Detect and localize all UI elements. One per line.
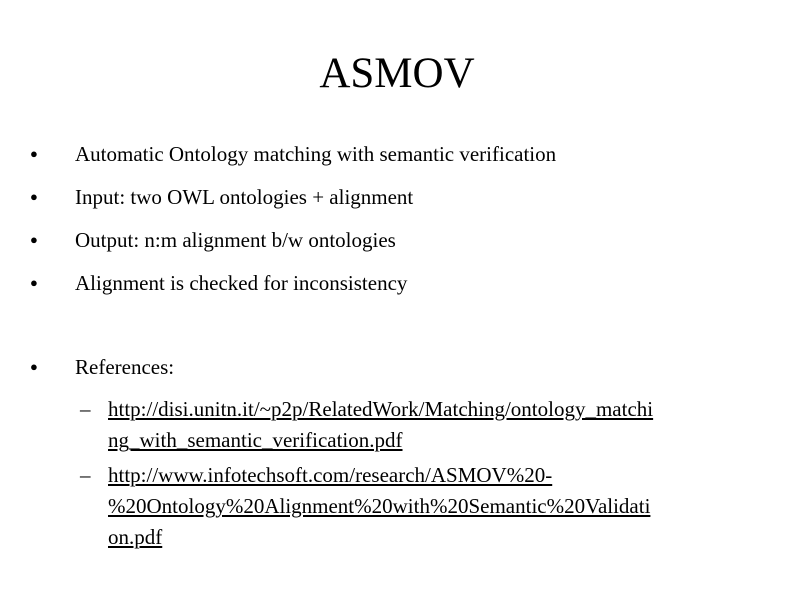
dash-marker: – bbox=[80, 463, 91, 487]
reference-link-line: on.pdf bbox=[108, 525, 163, 549]
bullet-text: Output: n:m alignment b/w ontologies bbox=[75, 228, 396, 252]
bullet-marker: ● bbox=[30, 232, 38, 247]
slide-title: ASMOV bbox=[319, 50, 475, 97]
reference-link-line: http://disi.unitn.it/~p2p/RelatedWork/Matching/ontology_matchi bbox=[108, 397, 654, 421]
reference-link-line: %20Ontology%20Alignment%20with%20Semantic%20Validati bbox=[108, 494, 651, 518]
bullet-marker: ● bbox=[30, 189, 38, 204]
bullet-text: Automatic Ontology matching with semantic verification bbox=[75, 142, 557, 166]
bullet-text: Input: two OWL ontologies + alignment bbox=[75, 185, 414, 209]
bullet-text: Alignment is checked for inconsistency bbox=[75, 271, 408, 295]
dash-marker: – bbox=[80, 397, 91, 421]
reference-link-line: ng_with_semantic_verification.pdf bbox=[108, 428, 403, 452]
bullet-marker: ● bbox=[30, 146, 38, 161]
bullet-text: References: bbox=[75, 355, 175, 379]
bullet-marker: ● bbox=[30, 359, 38, 374]
reference-link[interactable] bbox=[108, 394, 748, 456]
reference-link-line: http://www.infotechsoft.com/research/ASMOV%20- bbox=[108, 463, 553, 487]
reference-link[interactable] bbox=[108, 460, 748, 553]
bullet-marker: ● bbox=[30, 275, 38, 290]
